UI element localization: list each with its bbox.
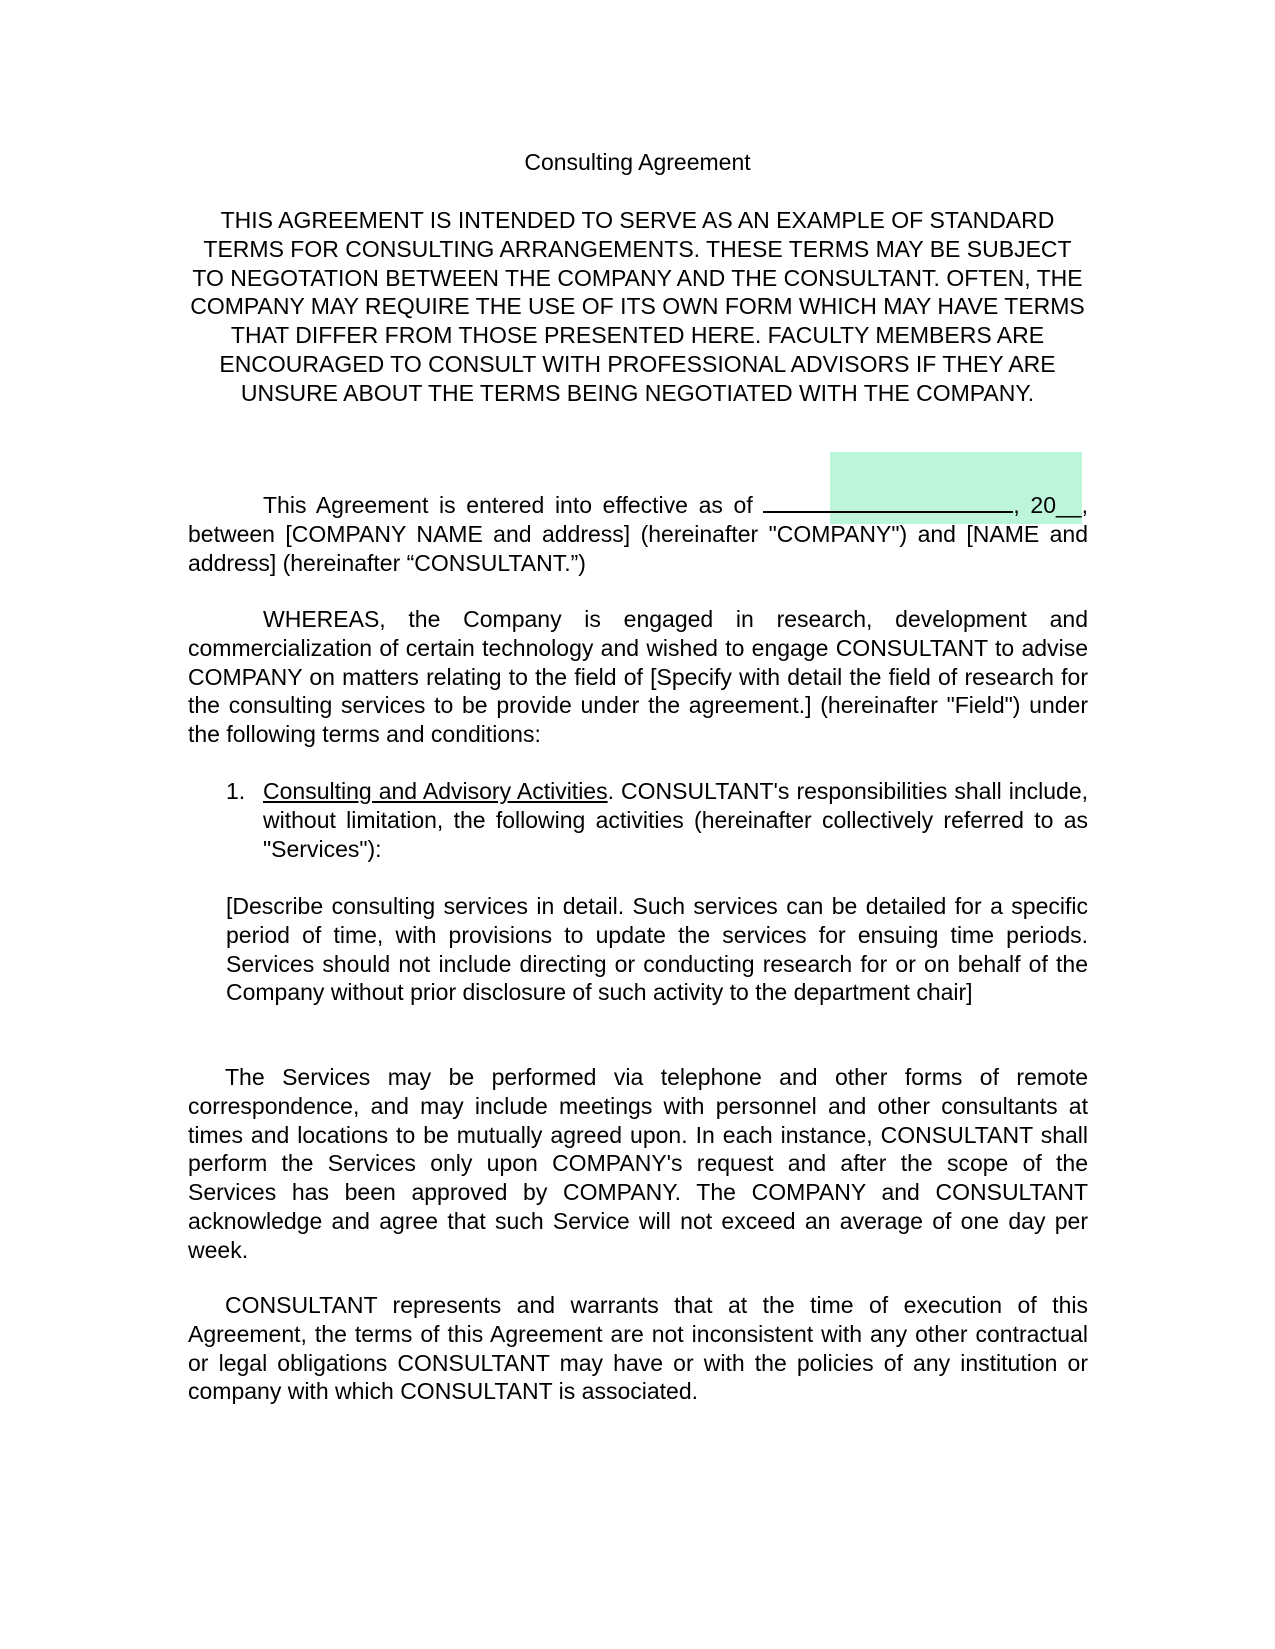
services-description-paragraph: [Describe consulting services in detail. Such services can be detailed for a specific period of time, with provisions to update the services for ensuing time periods. Services should not include directing or conducting research for or on behalf of the Company without prior disclosure of such activity to the department chair] bbox=[226, 893, 1088, 1006]
section-1-heading: Consulting and Advisory Activities bbox=[263, 778, 608, 804]
document-title: Consulting Agreement bbox=[524, 149, 751, 175]
intro-text-before: This Agreement is entered into effective as of bbox=[263, 492, 764, 518]
section-1-body bbox=[263, 777, 1088, 863]
section-1-number: 1. bbox=[226, 778, 246, 804]
section-1-text: . CONSULTANT's responsibilities shall include, without limitation, the following activities (hereinafter collectively referred to as "Services"): bbox=[263, 778, 1088, 862]
whereas-paragraph: WHEREAS, the Company is engaged in research, development and commercialization of certain technology and wished to engage CONSULTANT to advise COMPANY on matters relating to the field of [Specify with detail the field of research for the consulting services to be provide under the agreement.] (hereinafter "Field") under the following terms and conditions: bbox=[188, 606, 1088, 748]
disclaimer-notice: THIS AGREEMENT IS INTENDED TO SERVE AS AN EXAMPLE OF STANDARD TERMS FOR CONSULTING ARRANGEMENTS. THESE TERMS MAY BE SUBJECT TO NEGOTATION BETWEEN THE COMPANY AND THE CONSULTANT. OFTEN, THE COMPANY MAY REQUIRE THE USE OF ITS OWN FORM WHICH MAY HAVE TERMS THAT DIFFER FROM THOSE PRESENTED HERE. FACULTY MEMBERS ARE ENCOURAGED TO CONSULT WITH PROFESSIONAL ADVISORS IF THEY ARE UNSURE ABOUT THE TERMS BEING NEGOTIATED WITH THE COMPANY. bbox=[190, 207, 1085, 406]
warranty-paragraph: CONSULTANT represents and warrants that at the time of execution of this Agreement, the terms of this Agreement are not inconsistent with any other contractual or legal obligations CONSULTANT may have or with the policies of any institution or company with which CONSULTANT is associated. bbox=[188, 1292, 1088, 1405]
effective-date-blank-line bbox=[763, 491, 1013, 513]
services-paragraph: The Services may be performed via telephone and other forms of remote correspondence, and may include meetings with personnel and other consultants at times and locations to be mutually agreed upon. In each instance, CONSULTANT shall perform the Services only upon COMPANY's request and after the scope of the Services has been approved by COMPANY. The COMPANY and CONSULTANT acknowledge and agree that such Service will not exceed an average of one day per week. bbox=[188, 1064, 1088, 1263]
intro-paragraph bbox=[188, 491, 1088, 577]
section-1-list-item bbox=[226, 777, 1088, 863]
intro-text-after: , 20__, between [COMPANY NAME and address] (hereinafter "COMPANY") and [NAME and address] (hereinafter “CONSULTANT.”) bbox=[188, 492, 1088, 576]
